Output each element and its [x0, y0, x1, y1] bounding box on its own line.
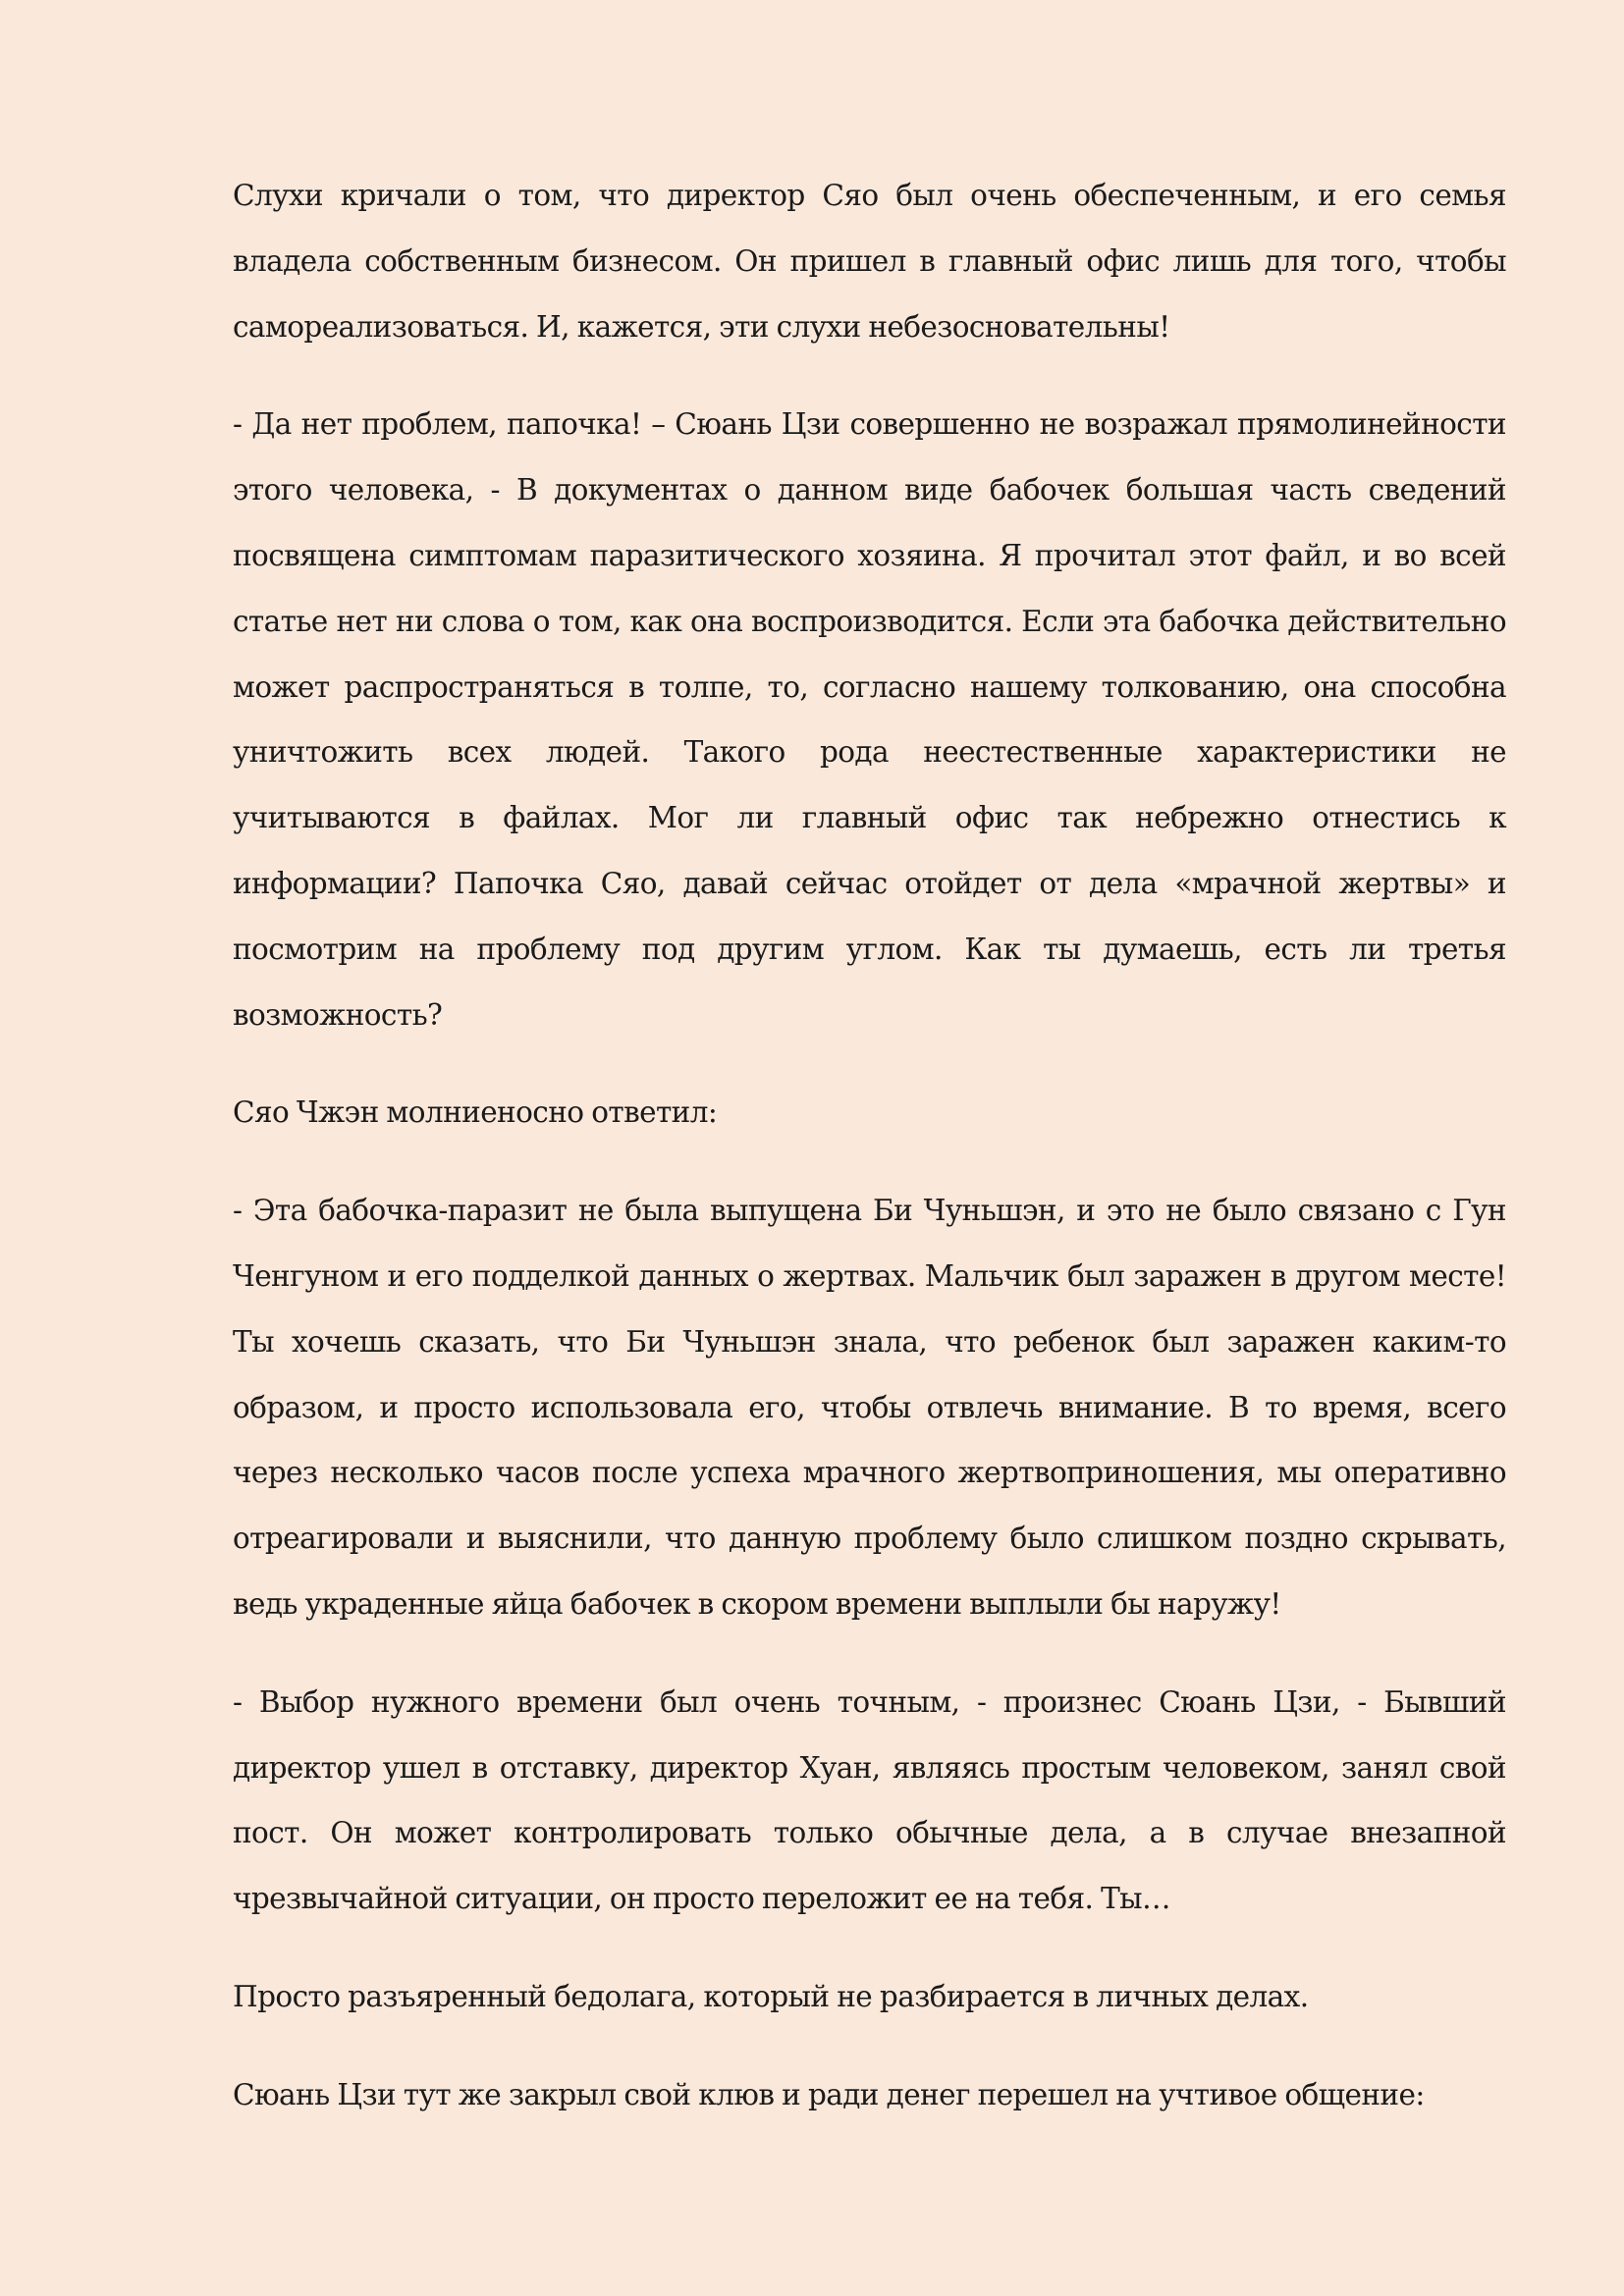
paragraph: Слухи кричали о том, что директор Сяо был очень обеспеченным, и его семья владела собственным бизнесом. Он пришел в главный офис лишь для того, чтобы самореализоваться. И, кажется, эти слухи небезосновательны!	[233, 179, 1506, 344]
paragraph: Просто разъяренный бедолага, который не разбирается в личных делах.	[233, 1979, 1309, 2013]
text-body	[233, 163, 1506, 2161]
paragraph: - Выбор нужного времени был очень точным, - произнес Сюань Цзи, - Бывший директор ушел в отставку, директор Хуан, являясь простым человеком, занял свой пост. Он может контролировать только обычные дела, а в случае внезапной чрезвычайной ситуации, он просто переложит ее на тебя. Ты…	[233, 1684, 1506, 1916]
paragraph: - Эта бабочка-паразит не была выпущена Би Чуньшэн, и это не было связано с Гун Ченгуном и его подделкой данных о жертвах. Мальчик был заражен в другом месте! Ты хочешь сказать, что Би Чуньшэн знала, что ребенок был заражен каким-то образом, и просто использовала его, чтобы отвлечь внимание. В то время, всего через несколько часов после успеха мрачного жертвоприношения, мы оперативно отреагировали и выяснили, что данную проблему было слишком поздно скрывать, ведь украденные яйца бабочек в скором времени выплыли бы наружу!	[233, 1194, 1506, 1621]
paragraph: Сюань Цзи тут же закрыл свой клюв и ради денег перешел на учтивое общение:	[233, 2077, 1425, 2111]
paragraph: Сяо Чжэн молниеносно ответил:	[233, 1095, 718, 1130]
paragraph: - Да нет проблем, папочка! – Сюань Цзи совершенно не возражал прямолинейности этого человека, - В документах о данном виде бабочек большая часть сведений посвящена симптомам паразитического хозяина. Я прочитал этот файл, и во всей статье нет ни слова о том, как она воспроизводится. Если эта бабочка действительно может распространяться в толпе, то, согласно нашему толкованию, она способна уничтожить всех людей. Такого рода неестественные характеристики не учитываются в файлах. Мог ли главный офис так небрежно отнестись к информации? Папочка Сяо, давай сейчас отойдет от дела «мрачной жертвы» и посмотрим на проблему под другим углом. Как ты думаешь, есть ли третья возможность?	[233, 407, 1506, 1032]
